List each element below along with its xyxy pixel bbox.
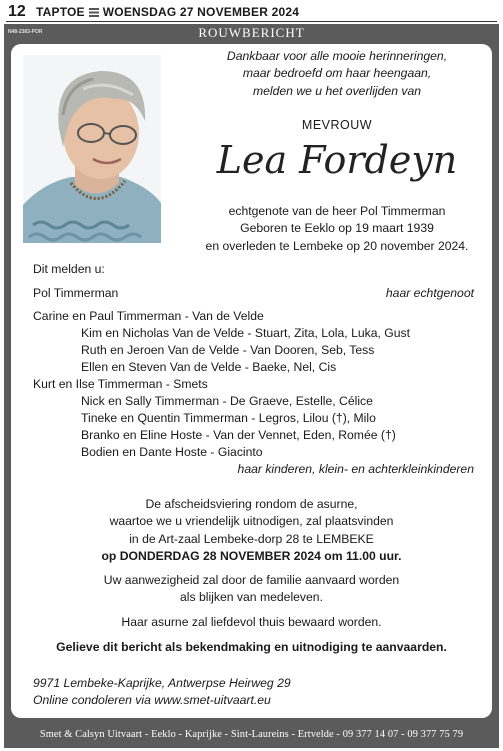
- presence-line: Uw aanwezigheid zal door de familie aanvaard worden: [103, 573, 400, 587]
- detail-line: Geboren te Eeklo op 19 maart 1939: [240, 221, 434, 236]
- intro-line: maar bedroefd om haar heengaan,: [242, 66, 432, 81]
- family-line: Kim en Nicholas Van de Velde - Stuart, Zita, Lola, Luka, Gust: [81, 326, 411, 340]
- family-line: Ellen en Steven Van de Velde - Baeke, Nel, Cis: [81, 360, 337, 374]
- notice-text: Gelieve dit bericht als bekendmaking en uitnodiging te aanvaarden.: [56, 640, 447, 654]
- honorific: MEVROUW: [301, 118, 373, 132]
- issue-date: WOENSDAG 27 NOVEMBER 2024: [102, 5, 300, 19]
- masthead-text: [36, 5, 299, 19]
- family-intro: Dit melden u:: [33, 262, 105, 276]
- portrait-photo: [23, 55, 161, 243]
- detail-line: echtgenote van de heer Pol Timmerman: [228, 204, 446, 218]
- obituary-heading: ROUWBERICHT: [198, 25, 305, 40]
- family-line: Nick en Sally Timmerman - De Graeve, Estelle, Célice: [81, 394, 373, 408]
- ceremony-date: op DONDERDAG 28 NOVEMBER 2024 om 11.00 uur.: [101, 549, 402, 564]
- family-line: Bodien en Dante Hoste - Giacinto: [81, 445, 263, 459]
- separator-icon: [89, 8, 99, 17]
- ceremony-text: [11, 496, 492, 566]
- address-line: 9971 Lembeke-Kaprijke, Antwerpse Heirweg 29: [33, 676, 291, 690]
- ceremony-line: waartoe we u vriendelijk uitnodigen, zal plaatsvinden: [109, 514, 394, 529]
- intro-line: melden we u het overlijden van: [252, 83, 422, 98]
- ceremony-line: De afscheidsviering rondom de asurne,: [145, 497, 358, 511]
- ad-code: N48-2383-POR: [8, 29, 43, 35]
- urn-text: Haar asurne zal liefdevol thuis bewaard worden.: [121, 615, 382, 629]
- family-line: Tineke en Quentin Timmerman - Legros, Lilou (†), Milo: [81, 411, 376, 425]
- intro-text: [185, 48, 489, 100]
- family-branch-head: Kurt en Ilse Timmerman - Smets: [33, 377, 208, 391]
- family-line: Ruth en Jeroen Van de Velde - Van Dooren, Seb, Tess: [81, 343, 375, 357]
- ceremony-line: in de Art-zaal Lembeke-dorp 28 te LEMBEKE: [129, 531, 374, 546]
- paper-name: TAPTOE: [36, 5, 85, 19]
- condolence-line: Online condoleren via www.smet-uitvaart.eu: [33, 693, 271, 707]
- funeral-home-footer: Smet & Calsyn Uitvaart - Eeklo - Kaprijke - Sint-Laureins - Ertvelde - 09 377 14 07 - 09 377 75 79: [39, 728, 464, 740]
- detail-line: en overleden te Lembeke op 20 november 2024.: [205, 238, 469, 253]
- newspaper-masthead: [0, 0, 503, 22]
- presence-text: [11, 572, 492, 607]
- presence-line: als blijken van medeleven.: [180, 590, 323, 605]
- spouse-name: Pol Timmerman: [33, 286, 119, 300]
- masthead-rule: [6, 21, 497, 22]
- family-closing: haar kinderen, klein- en achterkleinkinderen: [237, 462, 474, 476]
- family-line: Branko en Eline Hoste - Van der Vennet, Eden, Romée (†): [81, 428, 396, 442]
- spouse-role: haar echtgenoot: [385, 286, 474, 300]
- family-branch-head: Carine en Paul Timmerman - Van de Velde: [33, 309, 264, 323]
- page-number: 12: [8, 3, 26, 20]
- portrait-image: [23, 55, 161, 243]
- intro-line: Dankbaar voor alle mooie herinneringen,: [226, 49, 448, 63]
- contact-block: [33, 675, 291, 709]
- deceased-name: Lea Fordeyn: [216, 138, 458, 182]
- life-details: [185, 203, 489, 255]
